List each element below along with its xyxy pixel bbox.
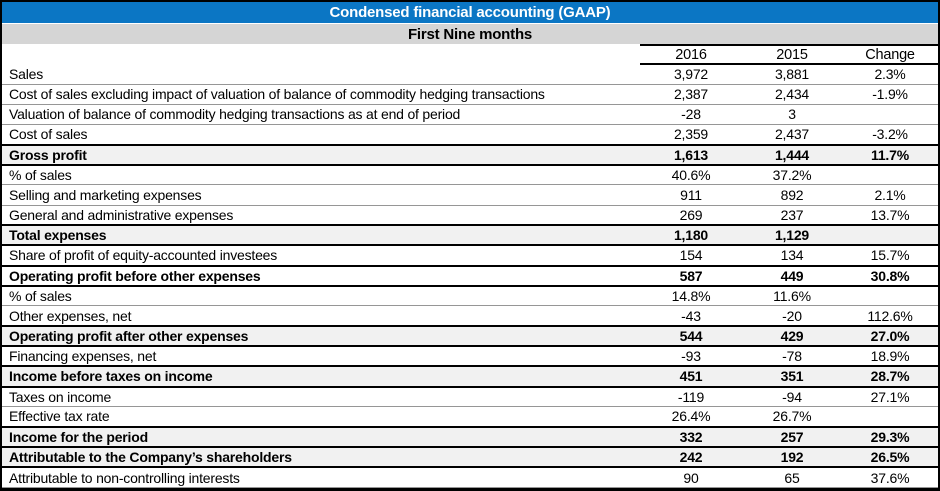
cell-2016: 14.8% (640, 286, 742, 306)
table-header (2, 45, 938, 64)
cell-2016: 26.4% (640, 407, 742, 427)
cell-change (842, 286, 938, 306)
cell-2016: -28 (640, 104, 742, 124)
table-row (2, 124, 938, 144)
cell-2015: 37.2% (742, 165, 842, 185)
table-row (2, 286, 938, 306)
row-label: Cost of sales (2, 124, 640, 144)
cell-2015: -78 (742, 346, 842, 366)
cell-change: 112.6% (842, 306, 938, 326)
table-row (2, 427, 938, 447)
table-subtitle-bar (2, 24, 938, 44)
cell-2016: 154 (640, 245, 742, 265)
table-row (2, 346, 938, 366)
row-label: Income before taxes on income (2, 366, 640, 386)
cell-change: 11.7% (842, 145, 938, 165)
table-row (2, 366, 938, 386)
table-row (2, 407, 938, 427)
cell-2015: 449 (742, 266, 842, 286)
cell-2015: 351 (742, 366, 842, 386)
cell-2015: 429 (742, 326, 842, 346)
row-label: Valuation of balance of commodity hedging transactions as at end of period (2, 104, 640, 124)
row-label: Share of profit of equity-accounted investees (2, 245, 640, 265)
cell-change: 27.0% (842, 326, 938, 346)
cell-change: -3.2% (842, 124, 938, 144)
cell-2015: 892 (742, 185, 842, 205)
row-label: Attributable to the Company’s shareholders (2, 447, 640, 467)
cell-2016: 544 (640, 326, 742, 346)
table-row (2, 326, 938, 346)
table-row (2, 467, 938, 487)
row-label: % of sales (2, 165, 640, 185)
cell-2016: 1,613 (640, 145, 742, 165)
cell-change: 30.8% (842, 266, 938, 286)
cell-2015: 3 (742, 104, 842, 124)
cell-2015: -20 (742, 306, 842, 326)
table-row (2, 64, 938, 84)
cell-2016: 242 (640, 447, 742, 467)
row-label: General and administrative expenses (2, 205, 640, 225)
row-label: Attributable to non-controlling interests (2, 467, 640, 487)
cell-2015: 3,881 (742, 64, 842, 84)
column-header-label (2, 45, 640, 64)
cell-2015: 2,437 (742, 124, 842, 144)
cell-2015: 192 (742, 447, 842, 467)
cell-change (842, 104, 938, 124)
column-header-2016: 2016 (640, 45, 742, 64)
cell-2015: 11.6% (742, 286, 842, 306)
cell-change: 18.9% (842, 346, 938, 366)
row-label: Taxes on income (2, 387, 640, 407)
cell-2016: 40.6% (640, 165, 742, 185)
table-header-row (2, 45, 938, 64)
cell-change: 37.6% (842, 467, 938, 487)
cell-2015: 1,129 (742, 225, 842, 245)
cell-2015: 2,434 (742, 84, 842, 104)
cell-2016: 2,359 (640, 124, 742, 144)
row-label: Effective tax rate (2, 407, 640, 427)
row-label: Operating profit before other expenses (2, 266, 640, 286)
cell-change (842, 407, 938, 427)
cell-2015: 134 (742, 245, 842, 265)
row-label: % of sales (2, 286, 640, 306)
table-row (2, 185, 938, 205)
cell-2016: -43 (640, 306, 742, 326)
table-title-bar (2, 2, 938, 24)
table-row (2, 225, 938, 245)
cell-2015: 237 (742, 205, 842, 225)
table-row (2, 387, 938, 407)
cell-2016: 269 (640, 205, 742, 225)
cell-change: -1.9% (842, 84, 938, 104)
cell-change: 2.1% (842, 185, 938, 205)
cell-change: 2.3% (842, 64, 938, 84)
cell-2016: -119 (640, 387, 742, 407)
cell-change: 26.5% (842, 447, 938, 467)
cell-change: 28.7% (842, 366, 938, 386)
cell-change: 15.7% (842, 245, 938, 265)
column-header-2015: 2015 (742, 45, 842, 64)
table-row (2, 84, 938, 104)
cell-2016: 1,180 (640, 225, 742, 245)
row-label: Selling and marketing expenses (2, 185, 640, 205)
table-row (2, 447, 938, 467)
row-label: Other expenses, net (2, 306, 640, 326)
cell-2015: 1,444 (742, 145, 842, 165)
cell-change: 13.7% (842, 205, 938, 225)
row-label: Operating profit after other expenses (2, 326, 640, 346)
row-label: Cost of sales excluding impact of valuation of balance of commodity hedging transactions (2, 84, 640, 104)
cell-2015: 257 (742, 427, 842, 447)
table-row (2, 306, 938, 326)
row-label: Sales (2, 64, 640, 84)
cell-2015: -94 (742, 387, 842, 407)
row-label: Gross profit (2, 145, 640, 165)
cell-2016: 90 (640, 467, 742, 487)
cell-2016: 587 (640, 266, 742, 286)
cell-2015: 65 (742, 467, 842, 487)
cell-2016: 911 (640, 185, 742, 205)
table-row (2, 165, 938, 185)
cell-2016: 332 (640, 427, 742, 447)
table-row (2, 266, 938, 286)
cell-change: 27.1% (842, 387, 938, 407)
table-row (2, 245, 938, 265)
row-label: Total expenses (2, 225, 640, 245)
cell-2016: 451 (640, 366, 742, 386)
table-subtitle: First Nine months (407, 25, 533, 43)
row-label: Income for the period (2, 427, 640, 447)
table-title: Condensed financial accounting (GAAP) (329, 4, 611, 21)
financial-table (2, 44, 938, 488)
cell-2015: 26.7% (742, 407, 842, 427)
row-label: Financing expenses, net (2, 346, 640, 366)
cell-change: 29.3% (842, 427, 938, 447)
cell-2016: -93 (640, 346, 742, 366)
table-row (2, 104, 938, 124)
cell-change (842, 165, 938, 185)
cell-2016: 3,972 (640, 64, 742, 84)
cell-2016: 2,387 (640, 84, 742, 104)
table-body (2, 64, 938, 488)
table-row (2, 145, 938, 165)
column-header-change: Change (842, 45, 938, 64)
cell-change (842, 225, 938, 245)
table-row (2, 205, 938, 225)
